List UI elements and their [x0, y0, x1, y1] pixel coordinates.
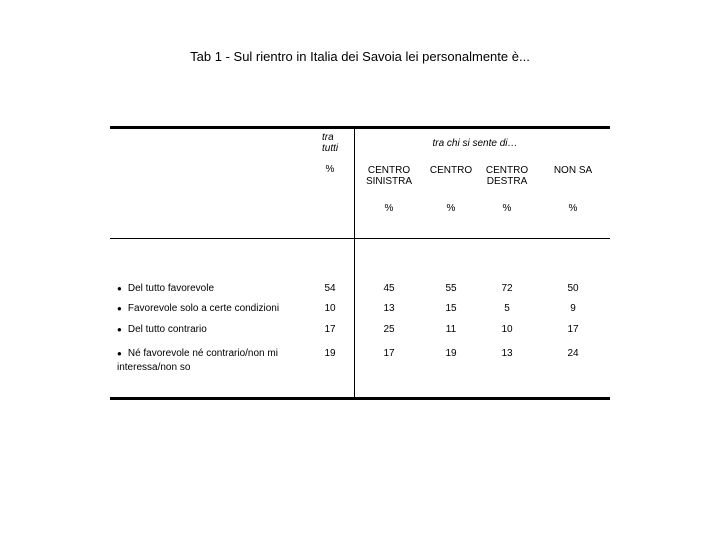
header-rule [110, 238, 610, 239]
table-cell: 17 [383, 348, 395, 359]
table-cell: 19 [324, 348, 336, 359]
top-rule [110, 126, 610, 129]
bullet-icon: ● [117, 304, 122, 313]
header-unit-centro: % [446, 203, 456, 214]
row-label-del-tutto-contrario: ● Del tutto contrario [117, 324, 207, 335]
header-col-centro: CENTRO [429, 165, 473, 176]
table-cell: 5 [504, 303, 510, 314]
header-unit-centro-destra: % [502, 203, 512, 214]
header-total-unit: % [325, 164, 335, 175]
table-cell: 10 [501, 324, 513, 335]
table-cell: 17 [324, 324, 336, 335]
bullet-icon: ● [117, 349, 122, 358]
bottom-rule [110, 397, 610, 400]
table-cell: 55 [445, 283, 457, 294]
table-cell: 9 [570, 303, 576, 314]
header-col-centro-sinistra: CENTRO SINISTRA [365, 165, 413, 187]
row-label-del-tutto-favorevole: ● Del tutto favorevole [117, 283, 215, 294]
header-group-label: tra chi si sente di… [432, 138, 518, 149]
header-col-centro-destra: CENTRO DESTRA [485, 165, 529, 187]
row-label-ne-favorevole-ne-contrario: ● Né favorevole né contrario/non mi interessa/non so [117, 348, 278, 373]
column-divider [354, 127, 355, 399]
table-cell: 11 [445, 324, 457, 335]
table-cell: 19 [445, 348, 457, 359]
table-cell: 54 [324, 283, 336, 294]
table-cell: 13 [383, 303, 395, 314]
table-cell: 17 [567, 324, 579, 335]
table-cell: 10 [324, 303, 336, 314]
row-label-favorevole-condizioni: ● Favorevole solo a certe condizioni [117, 303, 280, 314]
table-cell: 24 [567, 348, 579, 359]
table-cell: 72 [501, 283, 513, 294]
table-cell: 15 [445, 303, 457, 314]
header-unit-non-sa: % [568, 203, 578, 214]
table-cell: 50 [567, 283, 579, 294]
bullet-icon: ● [117, 325, 122, 334]
table-title: Tab 1 - Sul rientro in Italia dei Savoia lei personalmente è... [190, 49, 530, 64]
header-unit-centro-sinistra: % [384, 203, 394, 214]
header-tra-tutti: tra tutti [322, 132, 339, 154]
table-cell: 25 [383, 324, 395, 335]
table-cell: 45 [383, 283, 395, 294]
header-col-non-sa: NON SA [553, 165, 593, 176]
bullet-icon: ● [117, 284, 122, 293]
table-cell: 13 [501, 348, 513, 359]
